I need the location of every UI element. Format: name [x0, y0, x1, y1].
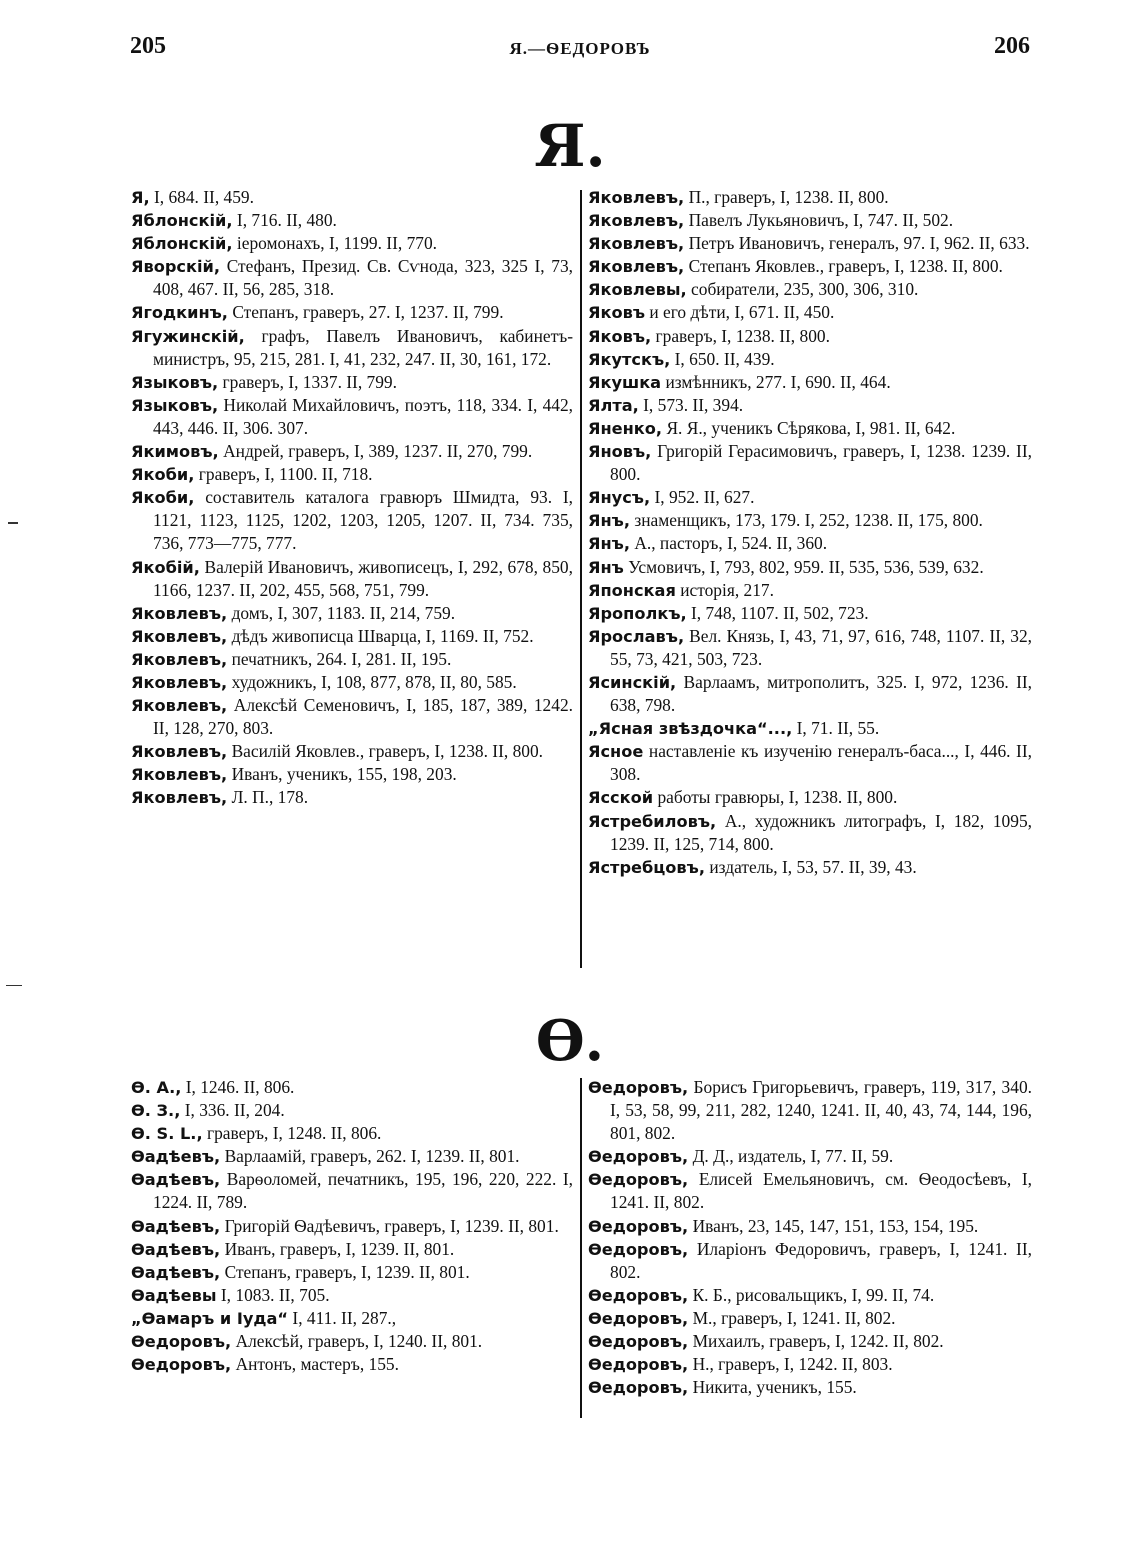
entry-heading: Ѳ. З., — [131, 1101, 181, 1121]
entry-heading: Ѳадѣевъ, — [131, 1262, 221, 1282]
page-number-right: 206 — [994, 33, 1030, 59]
entry-heading: Ѳедоровъ, — [588, 1308, 689, 1328]
index-entry — [588, 1353, 1032, 1376]
entry-heading: Яковлевъ, — [588, 211, 685, 231]
entry-heading: Яковлевъ, — [131, 788, 228, 808]
entry-references: Иларіонъ Федоровичъ, граверъ, I, 1241. II, 802. — [610, 1238, 1032, 1282]
index-entry — [588, 625, 1032, 671]
index-entry — [588, 278, 1032, 301]
entry-heading: Ѳедоровъ, — [588, 1147, 689, 1167]
entry-references: граверъ, I, 1248. II, 806. — [206, 1123, 382, 1144]
entry-references: Григорій Ѳадѣевичъ, граверъ, I, 1239. II, 801. — [224, 1215, 559, 1236]
index-entry — [131, 763, 573, 786]
entry-heading: Яблонскій, — [131, 234, 233, 254]
entry-heading: Ѳадѣевы — [131, 1285, 217, 1305]
margin-mark — [6, 985, 22, 986]
index-entry — [131, 1145, 573, 1168]
index-entry — [588, 1215, 1032, 1238]
entry-references: I, 716. II, 480. — [236, 210, 337, 231]
entry-references: Варлаамъ, митрополитъ, 325. I, 972, 1236. II, 638, 798. — [610, 671, 1032, 716]
entry-references: Иванъ, ученикъ, 155, 198, 203. — [231, 764, 457, 785]
entry-references: I, 573. II, 394. — [643, 394, 744, 415]
entry-references: исторія, 217. — [680, 579, 774, 600]
section-ya-left-column — [131, 186, 573, 810]
index-entry — [131, 602, 573, 625]
index-entry — [588, 1168, 1032, 1214]
entry-heading: Ѳедоровъ, — [588, 1078, 689, 1097]
entry-heading: Ѳ. S. L., — [131, 1124, 203, 1144]
entry-references: дѣдъ живописца Шварца, I, 1169. II, 752. — [231, 625, 534, 646]
section-ya-right-column — [588, 186, 1032, 879]
index-entry — [131, 1261, 573, 1284]
index-entry — [588, 232, 1032, 255]
entry-references: Елисей Емельяновичъ, см. Ѳеодосѣевъ, I, 1241. II, 802. — [610, 1169, 1032, 1213]
entry-references: Павелъ Лукьяновичъ, I, 747. II, 502. — [688, 210, 954, 231]
index-entry — [131, 463, 573, 486]
index-entry — [131, 625, 573, 648]
entry-references: іеромонахъ, I, 1199. II, 770. — [236, 233, 438, 254]
entry-heading: Ясской — [588, 788, 654, 808]
index-entry — [131, 255, 573, 301]
index-entry — [588, 579, 1032, 602]
entry-references: I, 650. II, 439. — [674, 348, 775, 369]
index-entry — [588, 394, 1032, 417]
index-entry — [131, 232, 573, 255]
entry-heading: Ѳадѣевъ, — [131, 1147, 221, 1167]
entry-references: Иванъ, граверъ, I, 1239. II, 801. — [224, 1238, 455, 1259]
entry-references: знаменщикъ, 173, 179. I, 252, 1238. II, 175, 800. — [634, 510, 983, 531]
entry-heading: Якоби, — [131, 465, 195, 485]
index-entry — [131, 394, 573, 440]
entry-references: граверъ, I, 1238. II, 800. — [655, 325, 830, 346]
index-entry — [588, 556, 1032, 579]
entry-heading: Языковъ, — [131, 372, 219, 392]
index-entry — [588, 786, 1032, 809]
entry-references: I, 1083. II, 705. — [220, 1284, 330, 1305]
entry-heading: Ѳедоровъ, — [588, 1355, 689, 1375]
index-entry — [588, 1376, 1032, 1399]
index-entry — [131, 740, 573, 763]
index-entry — [588, 325, 1032, 348]
index-entry — [131, 301, 573, 324]
index-entry — [588, 1145, 1032, 1168]
entry-references: I, 952. II, 627. — [654, 487, 755, 508]
index-entry — [588, 1307, 1032, 1330]
entry-references: работы гравюры, I, 1238. II, 800. — [657, 787, 898, 808]
entry-references: Михаилъ, граверъ, I, 1242. II, 802. — [692, 1331, 944, 1352]
entry-heading: Яворскій, — [131, 257, 221, 277]
index-entry — [131, 325, 573, 371]
entry-references: граверъ, I, 1337. II, 799. — [222, 371, 397, 392]
entry-references: художникъ, I, 108, 877, 878, II, 80, 585. — [231, 671, 517, 692]
entry-references: Усмовичъ, I, 793, 802, 959. II, 535, 536, 539, 632. — [628, 556, 984, 577]
entry-heading: Ярополкъ, — [588, 603, 687, 623]
index-entry — [588, 186, 1032, 209]
index-entry — [131, 671, 573, 694]
entry-heading: Янусъ, — [588, 488, 651, 508]
entry-references: домъ, I, 307, 1183. II, 214, 759. — [231, 602, 456, 623]
entry-heading: Яковлевъ, — [131, 626, 228, 646]
entry-heading: Яковлевъ, — [131, 696, 228, 716]
index-entry — [588, 486, 1032, 509]
entry-heading: Ѳадѣевъ, — [131, 1239, 221, 1259]
index-entry — [588, 509, 1032, 532]
entry-heading: Яковлевы, — [588, 280, 687, 300]
index-entry — [131, 440, 573, 463]
entry-references: I, 684. II, 459. — [153, 187, 254, 207]
entry-references: Степанъ Яковлев., граверъ, I, 1238. II, 800. — [688, 256, 1003, 277]
index-entry — [131, 371, 573, 394]
entry-heading: Якушка — [588, 372, 662, 392]
entry-heading: Ѳедоровъ, — [588, 1239, 689, 1259]
entry-heading: Яновъ, — [588, 442, 652, 462]
entry-references: I, 71. II, 55. — [796, 718, 880, 739]
entry-references: Андрей, граверъ, I, 389, 1237. II, 270, 799. — [223, 441, 533, 462]
index-entry — [588, 1284, 1032, 1307]
entry-heading: Якимовъ, — [131, 442, 219, 462]
entry-heading: Ясное — [588, 742, 644, 762]
entry-heading: Яковъ — [588, 303, 645, 323]
index-entry — [588, 1238, 1032, 1284]
entry-heading: Ясинскій, — [588, 672, 677, 692]
entry-heading: Ястребцовъ, — [588, 857, 705, 877]
index-entry — [131, 1284, 573, 1307]
index-entry — [588, 417, 1032, 440]
entry-heading: Якутскъ, — [588, 349, 671, 369]
index-entry — [131, 694, 573, 740]
column-rule — [580, 190, 582, 968]
entry-references: Стефанъ, Презид. Св. Сѵнода, 323, 325 I, 73, 408, 467. II, 56, 285, 318. — [153, 256, 573, 300]
entry-heading: Яковлевъ, — [588, 257, 685, 277]
entry-references: Степанъ, граверъ, 27. I, 1237. II, 799. — [232, 302, 504, 323]
entry-references: Н., граверъ, I, 1242. II, 803. — [692, 1354, 893, 1375]
entry-heading: Ѳадѣевъ, — [131, 1170, 221, 1190]
entry-references: Валерій Ивановичъ, живописецъ, I, 292, 678, 850, 1166, 1237. II, 202, 455, 568, 751, 799. — [153, 556, 573, 600]
index-entry — [588, 602, 1032, 625]
index-entry — [588, 1076, 1032, 1145]
entry-heading: Якоби, — [131, 488, 195, 508]
entry-heading: Языковъ, — [131, 395, 219, 415]
entry-heading: Ѳедоровъ, — [588, 1332, 689, 1352]
entry-heading: „Ѳамаръ и Іуда“ — [131, 1308, 289, 1328]
index-entry — [131, 1168, 573, 1214]
entry-references: собиратели, 235, 300, 306, 310. — [691, 279, 919, 300]
entry-references: издатель, I, 53, 57. II, 39, 43. — [709, 856, 917, 877]
index-entry — [131, 1076, 573, 1099]
entry-heading: Яковлевъ, — [131, 765, 228, 785]
entry-references: и его дѣти, I, 671. II, 450. — [649, 302, 835, 323]
entry-heading: Яковлевъ, — [131, 742, 228, 762]
index-entry — [588, 348, 1032, 371]
entry-heading: Янъ — [588, 557, 624, 577]
entry-heading: Ѳедоровъ, — [588, 1216, 689, 1236]
index-entry — [131, 1238, 573, 1261]
entry-references: I, 411. II, 287., — [292, 1307, 397, 1328]
section-fita-left-column — [131, 1076, 573, 1376]
entry-heading: Яковлевъ, — [588, 188, 685, 207]
entry-heading: Ягужинскій, — [131, 326, 245, 346]
entry-heading: Яковлевъ, — [588, 234, 685, 254]
index-entry — [588, 740, 1032, 786]
index-entry — [588, 371, 1032, 394]
entry-references: Алексѣй Семеновичъ, I, 185, 187, 389, 1242. II, 128, 270, 803. — [153, 695, 573, 739]
entry-references: графъ, Павелъ Ивановичъ, кабинетъ-министръ, 95, 215, 281. I, 41, 232, 247. II, 30, 161, 172. — [153, 325, 573, 369]
index-entry — [131, 1353, 573, 1376]
entry-heading: Янъ, — [588, 511, 630, 531]
page-number-left: 205 — [130, 33, 166, 59]
entry-heading: Ярославъ, — [588, 626, 685, 646]
entry-heading: Ѳадѣевъ, — [131, 1216, 221, 1236]
index-entry — [588, 856, 1032, 879]
column-rule — [580, 1078, 582, 1418]
entry-references: Вел. Князь, I, 43, 71, 97, 616, 748, 1107. II, 32, 55, 73, 421, 503, 723. — [610, 625, 1032, 669]
entry-references: Алексѣй, граверъ, I, 1240. II, 801. — [235, 1331, 483, 1352]
entry-heading: Японская — [588, 580, 676, 600]
entry-heading: Ястребиловъ, — [588, 811, 717, 831]
entry-heading: Ягодкинъ, — [131, 303, 228, 323]
entry-references: составитель каталога гравюръ Шмидта, 93. I, 1121, 1123, 1125, 1202, 1203, 1205, 1207. II, 734. 735, 736, 773—775, 777. — [153, 487, 573, 554]
entry-heading: Ѳедоровъ, — [588, 1285, 689, 1305]
entry-references: Борисъ Григорьевичъ, граверъ, 119, 317, 340. I, 53, 58, 99, 211, 282, 1240, 1241. II, 40, 43, 74, 144, 196, 801, 802. — [610, 1077, 1032, 1144]
entry-references: Николай Михайловичъ, поэтъ, 118, 334. I, 442, 443, 446. II, 306. 307. — [153, 394, 573, 438]
index-entry — [588, 717, 1032, 740]
index-entry — [131, 556, 573, 602]
index-entry — [131, 1122, 573, 1145]
entry-references: I, 748, 1107. II, 502, 723. — [691, 602, 869, 623]
entry-references: Никита, ученикъ, 155. — [692, 1377, 857, 1398]
entry-heading: Ѳедоровъ, — [131, 1332, 232, 1352]
entry-references: Л. П., 178. — [231, 787, 309, 808]
entry-heading: Ѳ. А., — [131, 1078, 182, 1097]
entry-references: П., граверъ, I, 1238. II, 800. — [688, 187, 889, 207]
section-letter-fita: Ѳ. — [535, 1008, 605, 1074]
index-entry — [131, 486, 573, 555]
index-entry — [131, 1307, 573, 1330]
entry-references: А., художникъ литографъ, I, 182, 1095, 1239. II, 125, 714, 800. — [610, 810, 1032, 854]
index-entry — [588, 255, 1032, 278]
entry-references: Степанъ, граверъ, I, 1239. II, 801. — [224, 1261, 470, 1282]
index-entry — [588, 671, 1032, 717]
entry-references: I, 336. II, 204. — [184, 1100, 285, 1121]
index-entry — [131, 1215, 573, 1238]
index-entry — [588, 301, 1032, 324]
entry-references: Варѳоломей, печатникъ, 195, 196, 220, 222. I, 1224. II, 789. — [153, 1169, 573, 1213]
entry-references: Иванъ, 23, 145, 147, 151, 153, 154, 195. — [692, 1215, 979, 1236]
entry-heading: Ялта, — [588, 395, 639, 415]
entry-references: I, 1246. II, 806. — [185, 1077, 295, 1097]
entry-references: печатникъ, 264. I, 281. II, 195. — [231, 648, 452, 669]
entry-references: А., пасторъ, I, 524. II, 360. — [634, 533, 828, 554]
entry-heading: Яблонскій, — [131, 211, 233, 231]
entry-heading: Яковлевъ, — [131, 672, 228, 692]
entry-heading: Ѳедоровъ, — [131, 1355, 232, 1375]
section-fita-right-column — [588, 1076, 1032, 1399]
index-entry — [588, 532, 1032, 555]
index-entry — [131, 186, 573, 209]
entry-references: Петръ Ивановичъ, генералъ, 97. I, 962. II, 633. — [688, 233, 1030, 254]
index-entry — [131, 786, 573, 809]
entry-heading: Ѳедоровъ, — [588, 1170, 689, 1190]
entry-heading: „Ясная звѣздочка“..., — [588, 719, 793, 739]
margin-mark — [8, 522, 18, 524]
entry-references: М., граверъ, I, 1241. II, 802. — [692, 1307, 896, 1328]
entry-references: граверъ, I, 1100. II, 718. — [198, 464, 373, 485]
index-entry — [588, 1330, 1032, 1353]
index-entry — [131, 1330, 573, 1353]
entry-heading: Ѳедоровъ, — [588, 1378, 689, 1398]
index-entry — [131, 648, 573, 671]
entry-heading: Яковлевъ, — [131, 649, 228, 669]
section-letter-ya: Я. — [534, 112, 606, 180]
entry-references: К. Б., рисовальщикъ, I, 99. II, 74. — [692, 1284, 935, 1305]
entry-references: Д. Д., издатель, I, 77. II, 59. — [692, 1146, 894, 1167]
index-entry — [588, 810, 1032, 856]
entry-heading: Яненко, — [588, 418, 663, 438]
entry-heading: Яковлевъ, — [131, 603, 228, 623]
running-head — [130, 33, 1030, 63]
index-entry — [131, 209, 573, 232]
entry-heading: Янъ, — [588, 534, 630, 554]
entry-references: Варлаамій, граверъ, 262. I, 1239. II, 801. — [224, 1146, 520, 1167]
running-title: Я.—ѲЕДОРОВЪ — [509, 39, 651, 58]
entry-references: измѣнникъ, 277. I, 690. II, 464. — [665, 371, 891, 392]
entry-heading: Я, — [131, 188, 150, 207]
entry-references: наставленіе къ изученію генералъ-баса..., I, 446. II, 308. — [610, 741, 1032, 785]
entry-heading: Якобій, — [131, 557, 200, 577]
entry-references: Антонъ, мастеръ, 155. — [235, 1354, 399, 1375]
index-entry — [588, 209, 1032, 232]
entry-references: Василій Яковлев., граверъ, I, 1238. II, 800. — [231, 741, 544, 762]
index-entry — [588, 440, 1032, 486]
entry-references: Я. Я., ученикъ Сѣрякова, I, 981. II, 642. — [666, 417, 956, 438]
entry-heading: Яковъ, — [588, 326, 652, 346]
index-entry — [131, 1099, 573, 1122]
entry-references: Григорій Герасимовичъ, граверъ, I, 1238. 1239. II, 800. — [610, 441, 1032, 485]
